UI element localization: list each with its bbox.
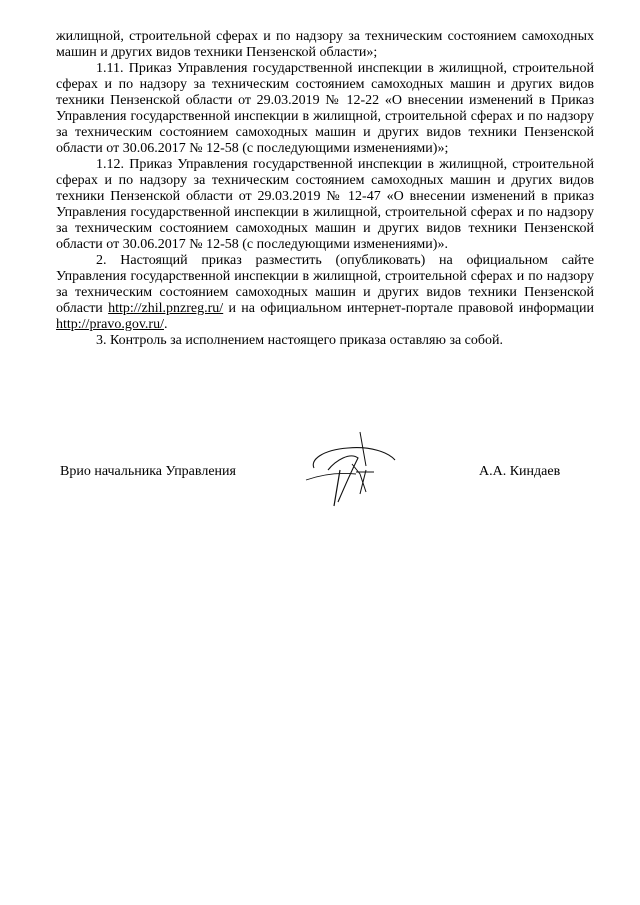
paragraph-2-text-start: 2. Настоящий приказ разместить (опубликовать) на официальном сайте Управления государственной инспекции в жилищной, строительной сферах и по надзору за техническим состоянием самоходных машин и других видов техники Пензенской области [56,253,594,316]
paragraph-continuation: жилищной, строительной сферах и по надзору за техническим состоянием самоходных машин и других видов техники Пензенской области»; [56,29,594,60]
signatory-name: А.А. Киндаев [479,464,561,479]
paragraph-2-text-mid: и на официальном интернет-портале правовой информации [223,301,594,316]
paragraph-3: 3. Контроль за исполнением настоящего приказа оставляю за собой. [96,333,504,348]
link-zhil-pnzreg[interactable]: http://zhil.pnzreg.ru/ [108,301,224,316]
paragraph-1-12: 1.12. Приказ Управления государственной инспекции в жилищной, строительной сферах и по надзору за техническим состоянием самоходных машин и других видов техники Пензенской области от 29.03.2019 № 12-47 «О внесении изменений в приказ Управления государственной инспекции в жилищной, строительной сферах и по надзору за техническим состоянием самоходных машин и других видов техники Пензенской области от 30.06.2017 № 12-58 (с последующими изменениями)». [56,157,594,252]
paragraph-2 [56,253,594,333]
handwritten-signature [300,430,410,510]
signature-block [0,430,640,520]
paragraph-2-text-end: . [163,317,168,332]
paragraph-1-11: 1.11. Приказ Управления государственной инспекции в жилищной, строительной сферах и по надзору за техническим состоянием самоходных машин и других видов техники Пензенской области от 29.03.2019 № 12-22 «О внесении изменений в Приказ Управления государственной инспекции в жилищной, строительной сферах и по надзору за техническим состоянием самоходных машин и других видов техники Пензенской области от 30.06.2017 № 12-58 (с последующими изменениями)»; [56,61,594,156]
signatory-title: Врио начальника Управления [60,464,236,479]
link-pravo-gov[interactable]: http://pravo.gov.ru/ [56,317,164,332]
document-body [56,29,594,349]
